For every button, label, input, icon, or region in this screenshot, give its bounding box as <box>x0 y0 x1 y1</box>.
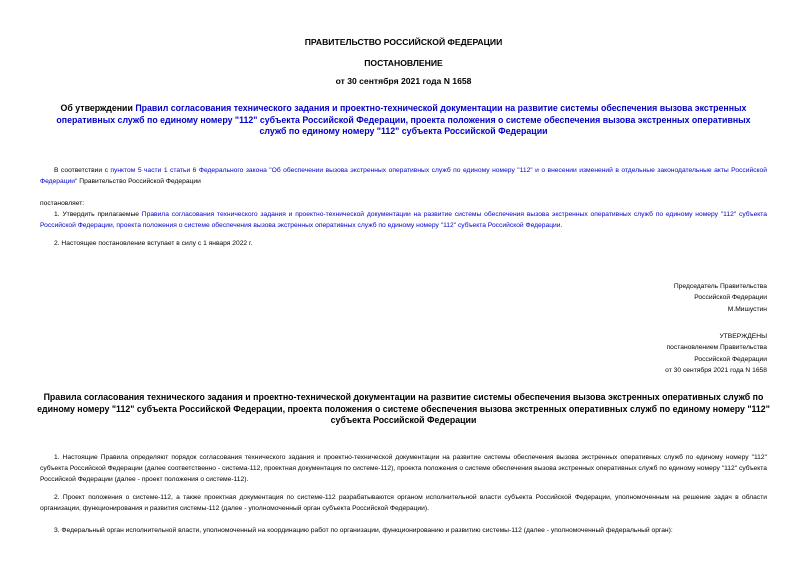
signature-block <box>507 281 767 315</box>
approval-heading: УТВЕРЖДЕНЫ <box>719 333 767 340</box>
signature-position: Председатель Правительства <box>673 283 767 290</box>
title-prefix: Об утверждении <box>60 103 136 113</box>
preamble-text-end: Правительство Российской Федерации <box>77 178 201 186</box>
item-1-text-start: 1. Утвердить прилагаемые <box>54 211 142 218</box>
approval-block <box>507 331 767 376</box>
document-title <box>50 103 757 138</box>
federal-law-link[interactable]: пунктом 5 части 1 статьи 6 Федерального закона "Об обеспечении вызова экстренных оперативных служб по единому номеру "112" и о внесении изменений в отдельные законодательные акты Российской Федерации" <box>40 167 767 186</box>
signature-name: М.Мишустин <box>727 305 767 313</box>
title-rules-link[interactable]: Правил согласования технического задания и проектно-технической документации на развитие системы обеспечения вызова экстренных оперативных служб по единому номеру "112" субъекта Российской Федерации, проекта положения о системе обеспечения вызова экстренных оперативных служб по единому номеру "112" субъекта Российской Федерации <box>56 103 751 136</box>
preamble-text-start: В соответствии с <box>54 167 111 174</box>
approval-line-4: от 30 сентября 2021 года N 1658 <box>665 366 767 374</box>
preamble-paragraph <box>40 165 767 187</box>
government-heading: ПРАВИТЕЛЬСТВО РОССИЙСКОЙ ФЕДЕРАЦИИ <box>304 37 503 47</box>
signature-org: Российской Федерации <box>694 294 767 302</box>
rules-paragraph-2: 2. Проект положения о системе-112, а также проектная документация по системе-112 разрабатываются органом исполнительной власти субъекта Российской Федерации, уполномоченным на решение задач в области организации, функционирования и развития системы-112 (далее - уполномоченный орган субъекта Российской Федерации). <box>40 494 767 513</box>
rules-paragraph-3: 3. Федеральный орган исполнительной власти, уполномоченный на координацию работ по организации, функционированию и развитию системы-112 (далее - уполномоченный федеральный орган): <box>54 527 673 534</box>
approval-line-2: постановлением Правительства <box>666 344 767 352</box>
item-2-paragraph: 2. Настоящее постановление вступает в силу с 1 января 2022 г. <box>54 240 253 247</box>
rules-paragraph-1: 1. Настоящие Правила определяют порядок согласования технического задания и проектно-технической документации на развитие системы обеспечения вызова экстренных оперативных служб по единому номеру "112" субъекта Российской Федерации (далее соответственно - система-112, проектная документация по системе-112), проекта положения о системе обеспечения вызова экстренных оперативных служб по единому номеру "112" субъекта Российской Федерации (далее - проект положения о системе-112). <box>40 454 767 484</box>
approval-line-3: Российской Федерации <box>694 355 767 363</box>
item-1-text-end: . <box>560 222 563 230</box>
item-1-paragraph <box>40 209 767 231</box>
date-number-heading: от 30 сентября 2021 года N 1658 <box>335 76 472 86</box>
rules-title: Правила согласования технического задания и проектно-технической документации на развитие системы обеспечения вызова экстренных оперативных служб по единому номеру "112" субъекта Российской Федерации, проекта положения о системе обеспечения вызова экстренных оперативных служб по единому номеру "112" субъекта Российской Федерации <box>37 392 770 425</box>
decree-word: постановляет: <box>40 200 85 207</box>
document-type-heading: ПОСТАНОВЛЕНИЕ <box>364 58 443 68</box>
approved-rules-link[interactable]: Правила согласования технического задания и проектно-технической документации на развитие системы обеспечения вызова экстренных оперативных служб по единому номеру "112" субъекта Российской Федерации, проекта положения о системе обеспечения вызова экстренных оперативных служб по единому номеру "112" субъекта Российской Федерации <box>40 211 767 230</box>
